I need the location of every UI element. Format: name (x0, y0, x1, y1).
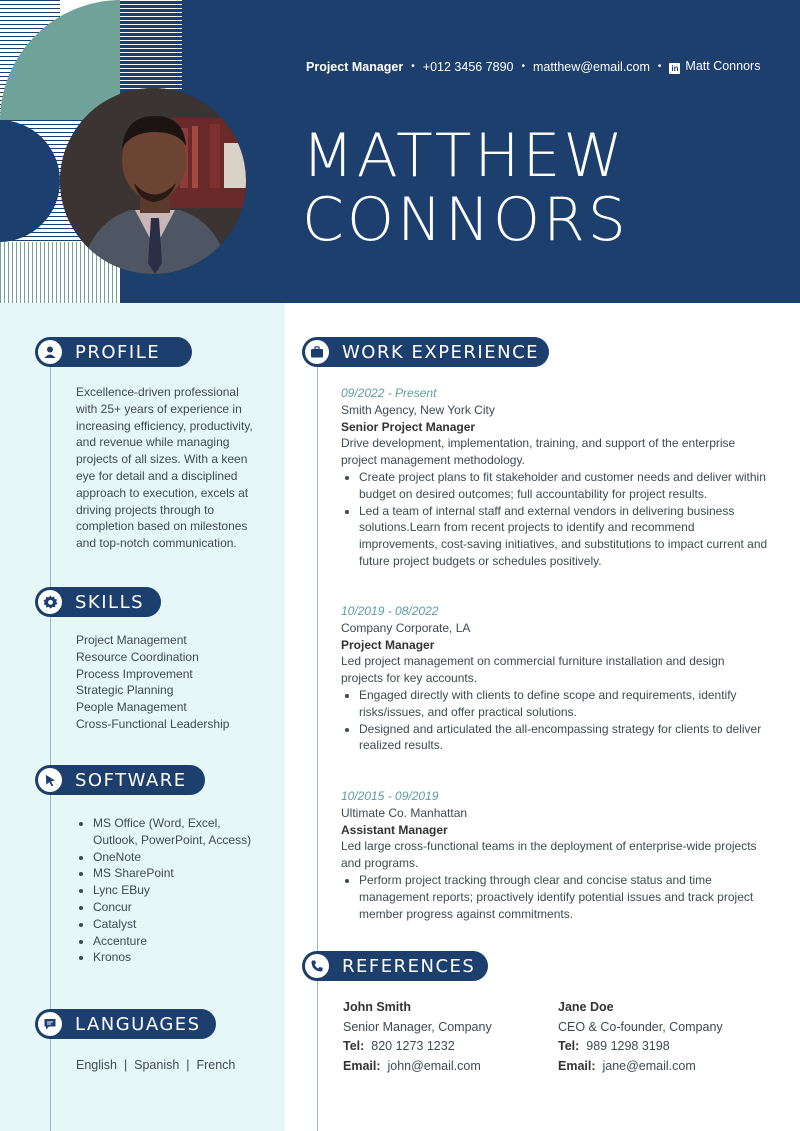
separator-dot: • (657, 61, 662, 72)
job-date: 10/2015 - 09/2019 (341, 789, 439, 803)
email-link[interactable]: matthew@email.com (533, 59, 650, 74)
references-heading (302, 951, 488, 981)
reference-email[interactable]: john@email.com (387, 1058, 481, 1073)
languages-heading (35, 1009, 216, 1039)
work-heading (302, 337, 549, 367)
profile-text: Excellence-driven professional with 25+ years of experience in increasing efficiency, productivity, and revenue while managing projects of all sizes. With a keen eye for detail and a disciplined approach to execution, excels at driving projects through to completion based on milestones and top-notch communication. (76, 385, 253, 551)
tel-label: Tel: (558, 1039, 580, 1053)
linkedin-icon: in (671, 64, 679, 73)
contact-line (306, 59, 760, 74)
job-bullet: • Create project plans to fit stakeholder and customer needs and deliver within budget on desired outcomes; full accountability for project results. (359, 469, 769, 503)
header-banner (0, 0, 800, 303)
separator-dot: • (411, 61, 415, 72)
job-bullet: • Engaged directly with clients to define scope and requirements, identify risks/issues, and offer practical solutions. (359, 687, 769, 721)
job-date: 09/2022 - Present (341, 386, 437, 400)
job-role: Assistant Manager (341, 822, 448, 837)
job-bullet: • Designed and articulated the all-encompassing strategy for clients to deliver realized results. (359, 721, 769, 755)
last-name: CONNORS (302, 185, 629, 255)
email-label: Email: (343, 1058, 381, 1073)
job-date: 10/2019 - 08/2022 (341, 604, 439, 618)
job-bullet: • Led a team of internal staff and external vendors in delivering business solutions.Learn from recent projects to identify and recommend improvements, cost-saving initiatives, and substitutions to impact current and future project budgets or schedules positively. (359, 503, 769, 570)
linkedin-link[interactable] (669, 59, 760, 74)
references-title: REFERENCES (342, 955, 476, 977)
tel-label: Tel: (343, 1039, 365, 1053)
separator-dot: • (521, 61, 526, 72)
job-company: Smith Agency, New York City (341, 402, 495, 417)
profile-title: PROFILE (75, 341, 161, 363)
profile-heading (35, 337, 192, 367)
software-item: • Lync EBuy (93, 882, 266, 899)
reference-tel[interactable]: 989 1298 3198 (586, 1039, 670, 1053)
job-role: Senior Project Manager (341, 419, 476, 434)
software-heading (35, 765, 205, 795)
reference-title: CEO & Co-founder, Company (558, 1019, 723, 1034)
job-title: Project Manager (306, 59, 404, 74)
software-item: • OneNote (93, 849, 266, 866)
languages-list: English | Spanish | French (76, 1058, 236, 1072)
chat-bubble-icon (38, 1012, 62, 1036)
skill-item: Process Improvement (76, 666, 193, 681)
linkedin-name: Matt Connors (685, 59, 761, 73)
work-title: WORK EXPERIENCE (342, 341, 540, 363)
reference-title: Senior Manager, Company (343, 1019, 492, 1034)
job-summary: Led project management on commercial furniture installation and design projects for key accounts. (341, 654, 725, 686)
skills-heading (35, 587, 161, 617)
job-summary: Led large cross-functional teams in the deployment of enterprise-wide projects and programs. (341, 839, 757, 871)
languages-title: LANGUAGES (75, 1013, 201, 1035)
reference-card (558, 998, 778, 1076)
job-bullet: • Perform project tracking through clear and concise status and time management reports; proactively identify potential issues and track project member progress against commitments. (359, 872, 769, 922)
reference-tel[interactable]: 820 1273 1232 (371, 1039, 455, 1053)
job-role: Project Manager (341, 637, 435, 652)
profile-photo (60, 88, 246, 274)
skill-item: Strategic Planning (76, 683, 174, 698)
gear-icon (38, 590, 62, 614)
job-summary: Drive development, implementation, training, and support of the enterprise project management methodology. (341, 436, 736, 468)
skill-item: Resource Coordination (76, 649, 199, 664)
job-company: Company Corporate, LA (341, 620, 471, 635)
person-icon (38, 340, 62, 364)
reference-card (343, 998, 543, 1076)
reference-name: Jane Doe (558, 1000, 614, 1014)
reference-name: John Smith (343, 1000, 412, 1014)
software-item: • MS Office (Word, Excel, Outlook, PowerPoint, Access) (93, 815, 266, 849)
software-item: • Catalyst (93, 916, 266, 933)
phone-icon (305, 954, 329, 978)
skill-item: People Management (76, 700, 187, 715)
briefcase-icon (305, 340, 329, 364)
software-item: • Kronos (93, 949, 266, 966)
job-entry (341, 788, 769, 922)
job-company: Ultimate Co. Manhattan (341, 805, 468, 820)
software-list (76, 815, 266, 966)
skills-title: SKILLS (75, 591, 145, 613)
software-title: SOFTWARE (75, 769, 187, 791)
skills-list (76, 632, 276, 733)
software-item: • Accenture (93, 933, 266, 950)
skill-item: Cross-Functional Leadership (76, 716, 230, 731)
first-name: MATTHEW (302, 121, 626, 191)
cursor-icon (38, 768, 62, 792)
main-timeline (317, 366, 318, 1131)
phone-number[interactable]: +012 3456 7890 (422, 59, 514, 74)
stripe-pattern (120, 0, 182, 92)
skill-item: Project Management (76, 633, 187, 647)
software-item: • MS SharePoint (93, 865, 266, 882)
job-entry (341, 385, 769, 570)
software-item: • Concur (93, 899, 266, 916)
reference-email[interactable]: jane@email.com (602, 1058, 696, 1073)
job-entry (341, 603, 769, 754)
email-label: Email: (558, 1058, 596, 1073)
